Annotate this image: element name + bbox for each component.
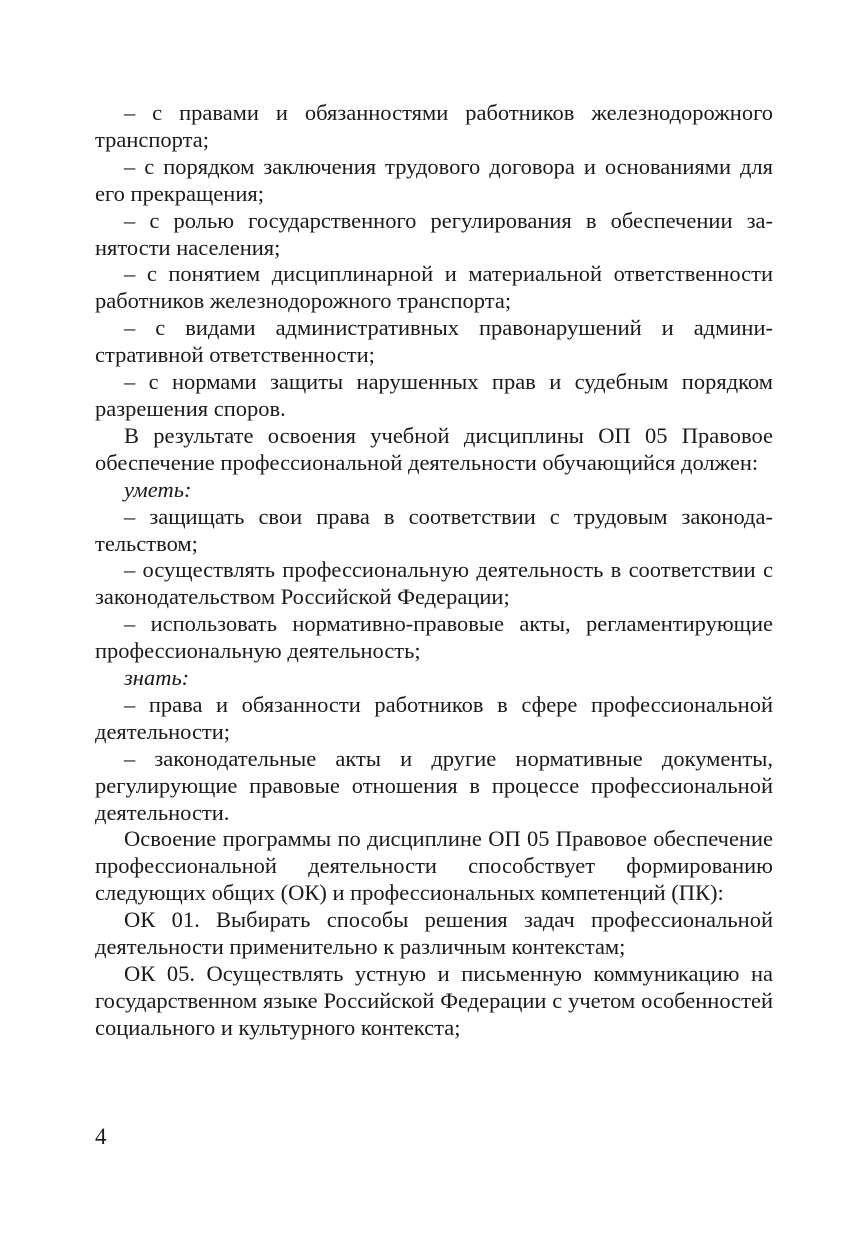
- paragraph: ОК 01. Выбирать способы решения задач профессиональной деятельности применительно к различным контекстам;: [95, 907, 773, 960]
- paragraph: – законодательные акты и другие нормативные документы, регулирующие правовые отношения в процессе профессиональной деятельности.: [95, 745, 773, 825]
- paragraph: – с правами и обязанностями работников железнодорожного транспорта;: [95, 100, 773, 152]
- paragraph: – с понятием дисциплинарной и материальной ответственности работников железнодорожного транспорта;: [95, 261, 773, 314]
- paragraph: Освоение программы по дисциплине ОП 05 Правовое обеспечение профессиональной деятельности способствует формированию следующих общих (ОК) и профессиональных компетенций (ПК):: [95, 826, 773, 906]
- section-label-umet: уметь:: [124, 476, 192, 502]
- paragraph: – защищать свои права в соответствии с трудовым законодательством;: [95, 503, 773, 556]
- paragraph: – использовать нормативно-правовые акты, регламентирующие профессиональную деятельность;: [95, 611, 773, 664]
- paragraph: ОК 05. Осуществлять устную и письменную коммуникацию на государственном языке Российской Федерации с учетом особенностей социального и культурного контекста;: [95, 961, 773, 1040]
- paragraph: – права и обязанности работников в сфере профессиональной деятельности;: [95, 691, 773, 744]
- section-label-znat: знать:: [124, 665, 190, 691]
- paragraph: – с ролью государственного регулирования в обеспечении занятости населения;: [95, 207, 773, 260]
- paragraph: – с видами административных правонарушений и административной ответственности;: [95, 315, 773, 368]
- paragraph: В результате освоения учебной дисциплины ОП 05 Правовое обеспечение профессиональной деятельности обучающийся должен:: [95, 422, 773, 475]
- page-number: 4: [95, 1124, 107, 1149]
- paragraph: – осуществлять профессиональную деятельность в соответствии с законодательством Российской Федерации;: [95, 557, 773, 610]
- paragraph: – с нормами защиты нарушенных прав и судебным порядком разрешения споров.: [95, 369, 773, 421]
- paragraph: – с порядком заключения трудового договора и основаниями для его прекращения;: [95, 153, 773, 206]
- body-text: [95, 100, 773, 1042]
